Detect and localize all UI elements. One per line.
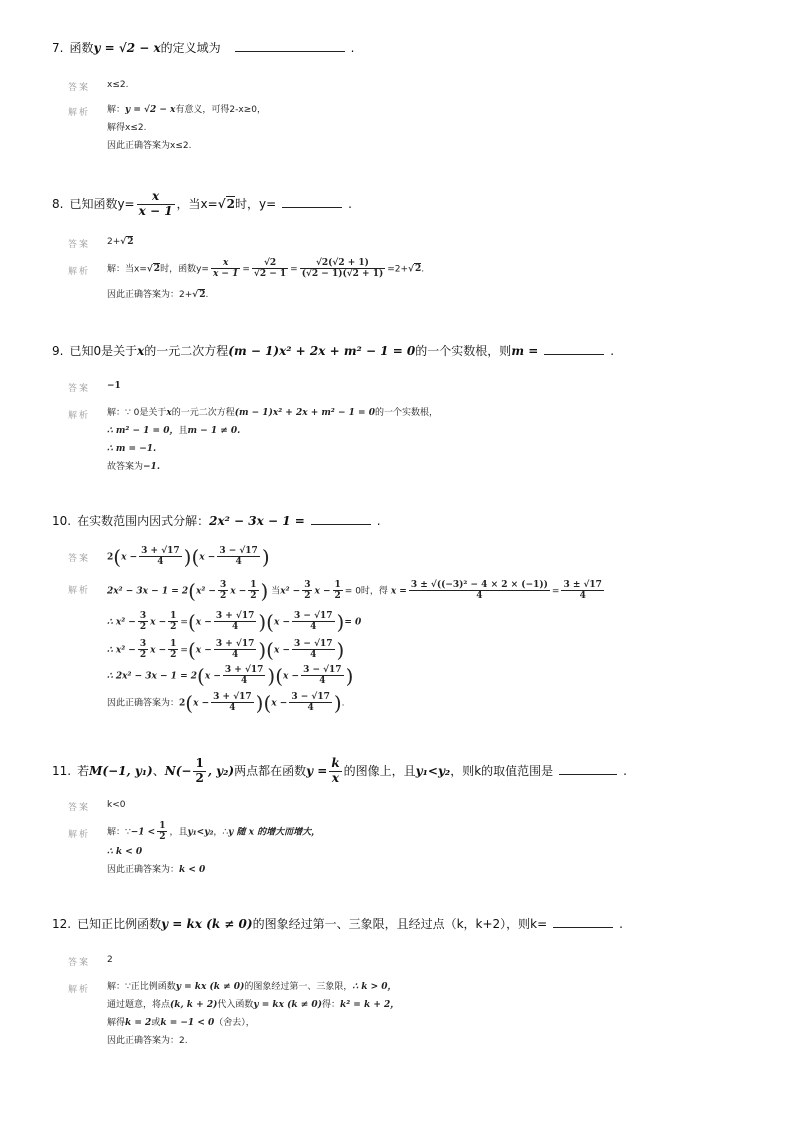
- answer-tag: 答案: [68, 554, 91, 564]
- question-number: 11.: [52, 763, 72, 778]
- answer-tag: 答案: [68, 384, 91, 394]
- question-12: 12. 已知正比例函数y = kx (k ≠ 0)的图象经过第一、三象限，且经过点（k，k+2），则k= .: [52, 917, 623, 931]
- analysis-line: 解得x≤2.: [107, 123, 147, 133]
- answer-text: 2: [107, 955, 113, 965]
- analysis-line: ∴ x² − $\frac{3}{2}$ x − $\frac{1}{2}$ =(x − $\frac{3 + √17}{4}$ )(x − $\frac{3 - √17}{4}$ )= 0: [107, 609, 362, 634]
- analysis-line: ∴ k < 0: [107, 847, 143, 857]
- analysis-line: ∴ x² − $\frac{3}{2}$ x − $\frac{1}{2}$ =(x − $\frac{3 + √17}{4}$ )(x − $\frac{3 - √17}{4}$ ): [107, 637, 345, 662]
- question-7: 7. 函数y = √2 − x的定义域为 .: [52, 41, 355, 55]
- question-number: 12.: [52, 917, 72, 931]
- analysis-tag: 解析: [68, 830, 91, 840]
- answer-text: x≤2.: [107, 80, 129, 90]
- question-8: 8. 已知函数y= $\frac{x}{x - 1}$ ，当x=√2时，y= .: [52, 189, 352, 218]
- formula: y = √2 − x: [93, 41, 161, 55]
- analysis-line: 故答案为−1.: [107, 462, 160, 472]
- analysis-line: 解：∵正比例函数y = kx (k ≠ 0)的图象经过第一、三象限，∴ k > 0，: [107, 982, 397, 992]
- analysis-line: 因此正确答案为：2.: [107, 1036, 188, 1046]
- answer-text: 2(x − $\frac{3 + √17}{4}$ )(x − $\frac{3 - √17}{4}$ ): [107, 544, 270, 569]
- answer-blank[interactable]: [282, 195, 342, 208]
- answer-blank[interactable]: [553, 915, 613, 928]
- analysis-line: 通过题意，将点(k, k + 2)代入函数y = kx (k ≠ 0)得：k² = k + 2，: [107, 1000, 400, 1010]
- analysis-line: 因此正确答案为：k < 0: [107, 865, 206, 875]
- question-9: 9. 已知0是关于x的一元二次方程(m − 1)x² + 2x + m² − 1 = 0的一个实数根，则m = .: [52, 344, 615, 358]
- analysis-line: 解：∵−1 < $\frac{1}{2}$ ，且y₁<y₂，∴y 随 x 的增大而增大，: [107, 821, 321, 843]
- analysis-line: 因此正确答案为：2(x − $\frac{3 + √17}{4}$ )(x − $\frac{3 - √17}{4}$ ).: [107, 690, 345, 715]
- answer-blank[interactable]: [311, 512, 371, 525]
- question-11: 11. 若M(−1, y₁)、N(− $\frac{1}{2}$ , y₂)两点都在函数y = $\frac{k}{x}$ 的图像上，且y₁<y₂，则k的取值范围是 .: [52, 756, 627, 785]
- answer-text: −1: [107, 381, 121, 391]
- analysis-line: 2x² − 3x − 1 = 2(x² − $\frac{3}{2}$ x − $\frac{1}{2}$ ) 当x² − $\frac{3}{2}$ x − $\frac{1}{2}$ = 0时，得 x = $\frac{\text{3 ± √((−3)² − 4 × 2 × (−1))}}{4}$ = $\frac{3 \pm √17}{4}$: [107, 578, 602, 603]
- question-number: 7.: [52, 41, 64, 55]
- answer-blank[interactable]: [559, 762, 617, 775]
- answer-tag: 答案: [68, 240, 91, 250]
- analysis-tag: 解析: [68, 586, 91, 596]
- answer-tag: 答案: [68, 83, 91, 93]
- answer-text: k<0: [107, 800, 126, 810]
- equation: (m − 1)x² + 2x + m² − 1 = 0: [228, 344, 416, 358]
- answer-blank[interactable]: [544, 342, 604, 355]
- answer-tag: 答案: [68, 958, 91, 968]
- analysis-tag: 解析: [68, 267, 91, 277]
- analysis-line: 解：y = √2 − x有意义，可得2-x≥0，: [107, 105, 266, 115]
- question-10: 10. 在实数范围内因式分解：2x² − 3x − 1 = .: [52, 514, 381, 528]
- question-number: 10.: [52, 514, 72, 528]
- analysis-line: ∴ 2x² − 3x − 1 = 2(x − $\frac{3 + √17}{4}$ )(x − $\frac{3 - √17}{4}$ ): [107, 663, 354, 688]
- analysis-line: 因此正确答案为：2+√2.: [107, 290, 209, 300]
- question-number: 9.: [52, 344, 64, 358]
- analysis-line: 解得k = 2或k = −1 < 0（舍去），: [107, 1018, 255, 1028]
- answer-tag: 答案: [68, 803, 91, 813]
- fraction: $\frac{x}{x - 1}$: [138, 189, 173, 218]
- analysis-tag: 解析: [68, 108, 91, 118]
- analysis-tag: 解析: [68, 985, 91, 995]
- answer-blank[interactable]: [235, 39, 345, 52]
- answer-text: 2+√2: [107, 237, 134, 247]
- analysis-line: 解：∵ 0是关于x的一元二次方程(m − 1)x² + 2x + m² − 1 = 0的一个实数根，: [107, 408, 438, 418]
- formula: 2x² − 3x − 1 =: [209, 514, 305, 528]
- analysis-line: 解：当x=√2时，函数y= $\frac{x}{x - 1}$ = $\frac{√2}{√2 - 1}$ = $\frac{√2(√2 + 1)}{(√2 - 1)(√2 + 1)}$ =2+√2.: [107, 258, 425, 280]
- analysis-line: ∴ m² − 1 = 0，且m − 1 ≠ 0.: [107, 426, 241, 436]
- analysis-line: 因此正确答案为x≤2.: [107, 141, 192, 151]
- analysis-line: ∴ m = −1.: [107, 444, 157, 454]
- analysis-tag: 解析: [68, 411, 91, 421]
- question-number: 8.: [52, 196, 64, 211]
